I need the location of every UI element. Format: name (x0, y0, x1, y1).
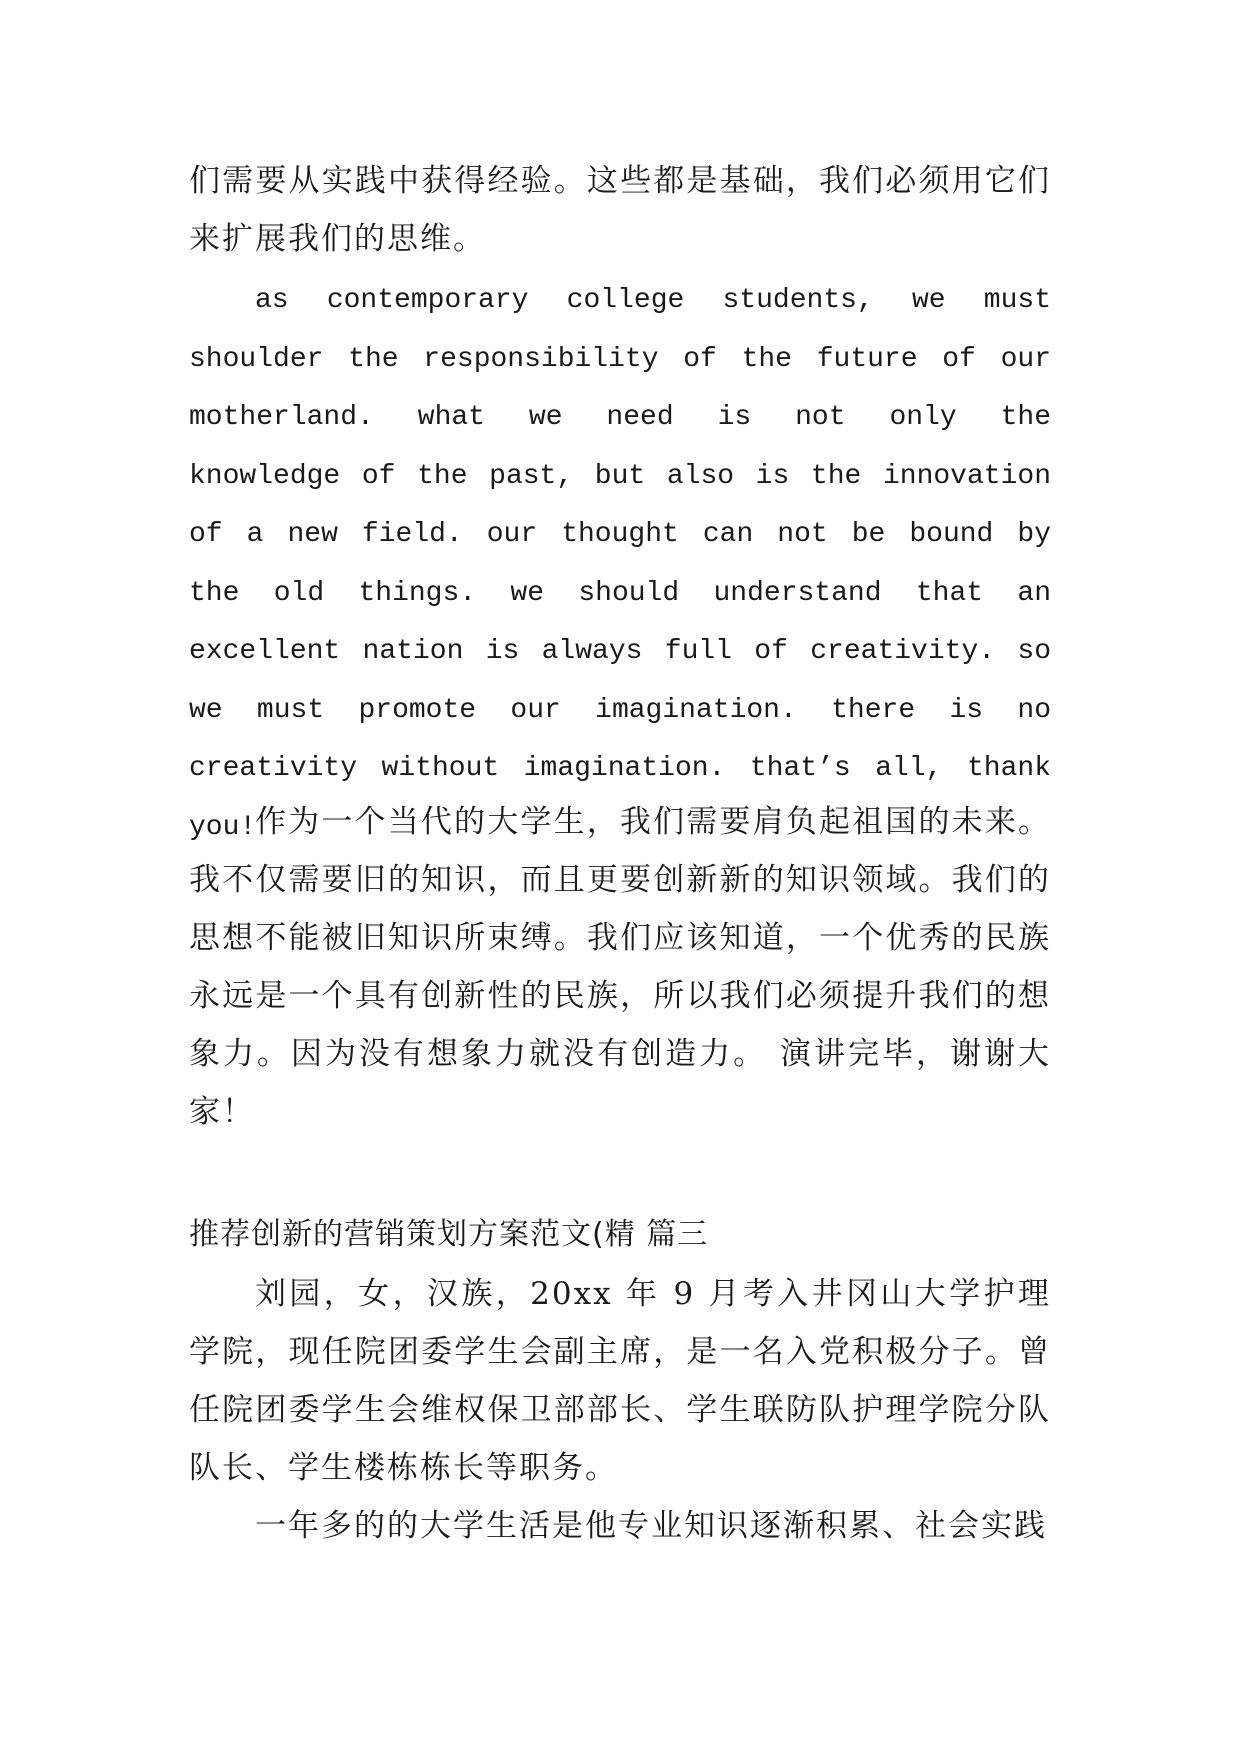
paragraph-continuation: 们需要从实践中获得经验。这些都是基础，我们必须用它们来扩展我们的思维。 (189, 163, 1051, 257)
section-heading: 推荐创新的营销策划方案范文(精 篇三 (189, 1217, 709, 1252)
paragraph-profile: 刘园，女，汉族，20xx 年 9 月考入井冈山大学护理学院，现任院团委学生会副主席，是一名入党积极分子。曾任院团委学生会维权保卫部部长、学生联防队护理学院分队队长、学生楼栋栋长等职务。 (189, 1276, 1051, 1486)
paragraph-college-life: 一年多的的大学生活是他专业知识逐渐积累、社会实践 (255, 1508, 1047, 1544)
paragraph-english-speech: as contemporary college students, we must shoulder the responsibility of the future of our motherland. what we need is not only the knowledge of the past, but also is the innovation of a new field. our thought can not be bound by the old things. we should understand that an excellent nation is always full of creativity. so we must promote our imagination. there is no creativity without imagination. that’s all, thank you! (189, 285, 1051, 843)
paragraph-chinese-speech: 作为一个当代的大学生，我们需要肩负起祖国的未来。我不仅需要旧的知识，而且更要创新新的知识领域。我们的思想不能被旧知识所束缚。我们应该知道，一个优秀的民族永远是一个具有创新性的民族，所以我们必须提升我们的想象力。因为没有想象力就没有创造力。 演讲完毕，谢谢大家！ (189, 804, 1051, 1130)
